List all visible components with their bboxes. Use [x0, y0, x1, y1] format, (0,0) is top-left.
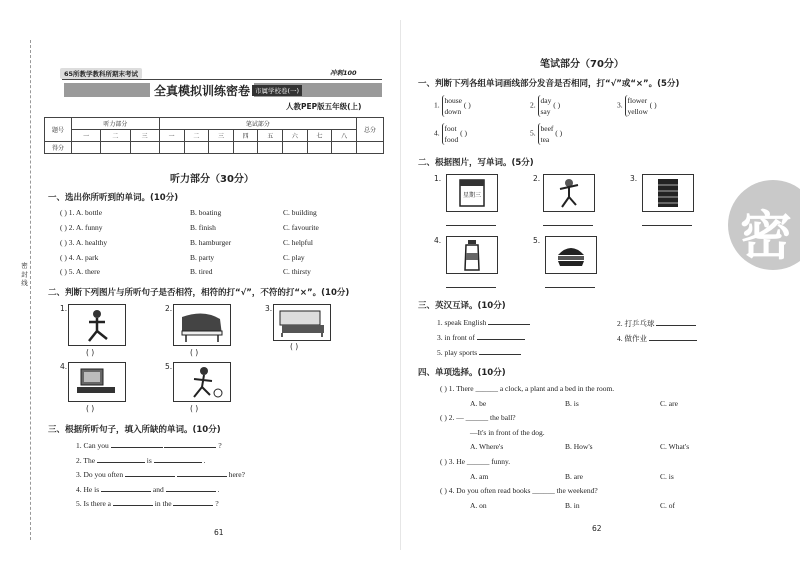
q1-row-5-b: B. tired — [190, 267, 213, 276]
mc-1-question[interactable]: ( ) 1. There ______ a clock, a plant and a bed in the room. — [440, 384, 615, 393]
q1-row-1-c: C. building — [283, 208, 317, 217]
score-cell[interactable] — [283, 142, 308, 154]
mc-2-a: A. Where's — [470, 442, 504, 451]
pair-words — [442, 95, 463, 117]
pair-3 — [617, 95, 657, 117]
q1-row-4-c: C. play — [283, 253, 305, 262]
q3-text: and — [152, 485, 164, 494]
q3-line-4 — [76, 485, 219, 494]
pair-num: 1. — [434, 100, 440, 110]
translate-5 — [437, 348, 521, 357]
pair-words — [538, 95, 552, 117]
score-col: 二 — [184, 130, 209, 142]
mc-3-c: C. is — [660, 472, 674, 481]
q1-row-3-b: B. hamburger — [190, 238, 232, 247]
score-col: 三 — [209, 130, 234, 142]
q2-paren-5[interactable]: ( ) — [190, 404, 199, 413]
score-table-title: 题号 — [45, 118, 72, 142]
q3-text: 5. Is there a — [76, 499, 111, 508]
q2-label-3: 3. — [265, 304, 273, 313]
q3-text: in the — [154, 499, 172, 508]
blank[interactable] — [101, 491, 151, 492]
q2-paren-3[interactable]: ( ) — [290, 342, 299, 351]
mc-2-question[interactable]: ( ) 2. — ______ the ball? — [440, 413, 516, 422]
q3-text: 4. He is — [76, 485, 100, 494]
q1-heading: 一、选出你所听到的单词。(10分) — [48, 193, 179, 203]
translate-text: 3. in front of — [437, 333, 475, 342]
pair-num: 4. — [434, 128, 440, 138]
score-cell[interactable] — [332, 142, 357, 154]
blank[interactable] — [111, 447, 163, 448]
q3-text: . — [217, 485, 220, 494]
title-badge: 市属学校卷(一) — [252, 85, 302, 96]
r-q4-heading: 四、单项选择。(10分) — [418, 368, 506, 378]
translate-text: 5. play sports — [437, 348, 478, 357]
edition-label: 人教PEP版五年级(上) — [286, 102, 362, 111]
word: beef — [540, 124, 554, 133]
blank[interactable] — [177, 476, 227, 477]
word: flower — [627, 96, 648, 105]
q1-row-2-b: B. finish — [190, 223, 216, 232]
header-rule — [62, 79, 382, 80]
mc-4-b: B. in — [565, 501, 580, 510]
score-col: 四 — [233, 130, 258, 142]
blank[interactable] — [164, 447, 216, 448]
score-col: 八 — [332, 130, 357, 142]
score-cell[interactable] — [72, 142, 101, 154]
seal-char: 密 — [740, 207, 793, 267]
translate-2 — [617, 318, 696, 329]
score-table-listening: 听力部分 — [72, 118, 160, 130]
pair-4 — [434, 123, 467, 145]
score-cell[interactable] — [307, 142, 332, 154]
r-q2-blank-1[interactable] — [446, 225, 496, 226]
pair-2 — [530, 95, 560, 117]
r-q2-blank-4[interactable] — [446, 287, 496, 288]
blank[interactable] — [477, 339, 525, 340]
score-cell[interactable] — [130, 142, 159, 154]
pic-calendar — [446, 174, 498, 212]
q2-label-1: 1. — [60, 304, 68, 313]
word: food — [444, 135, 459, 144]
calendar-text: 星期三 — [462, 192, 482, 199]
mc-2-b: B. How's — [565, 442, 593, 451]
word: yellow — [627, 107, 648, 116]
blank[interactable] — [173, 505, 213, 506]
q3-text: is — [146, 456, 152, 465]
page-fold — [400, 20, 401, 550]
pic-bookshelf — [642, 174, 694, 212]
brand-label: 冲刺100 — [330, 69, 357, 77]
pair-words — [442, 123, 459, 145]
score-table-total: 总分 — [357, 118, 384, 142]
listening-section-title: 听力部分（30分） — [170, 174, 254, 185]
r-q2-heading: 二、根据图片，写单词。(5分) — [418, 158, 534, 168]
mc-4-question[interactable]: ( ) 4. Do you often read books ______ the weekend? — [440, 486, 598, 495]
q3-text: 1. Can you — [76, 441, 109, 450]
r-q2-label-1: 1. — [434, 174, 442, 183]
score-col: 五 — [258, 130, 283, 142]
q3-text: here? — [228, 470, 245, 479]
word: house — [444, 96, 462, 105]
side-seal-label: 密 封 线 — [20, 262, 28, 286]
word: day — [540, 96, 552, 105]
q3-text: ? — [215, 499, 219, 508]
score-cell[interactable] — [101, 142, 130, 154]
score-row-label: 得分 — [45, 142, 72, 154]
mc-1-b: B. is — [565, 399, 579, 408]
score-col: 三 — [130, 130, 159, 142]
pair-num: 5. — [530, 128, 536, 138]
r-q2-blank-5[interactable] — [545, 287, 595, 288]
q3-line-2 — [76, 456, 205, 465]
q1-row-3-a[interactable]: ( ) 3. A. healthy — [60, 238, 108, 247]
q3-line-1 — [76, 441, 222, 450]
r-q2-label-5: 5. — [533, 236, 541, 245]
pic-bed — [273, 304, 331, 341]
answer-paren[interactable]: ( ) — [553, 100, 561, 110]
mc-2-c: C. What's — [660, 442, 690, 451]
page-number-left: 61 — [214, 528, 224, 537]
writing-section-title: 笔试部分（70分） — [540, 59, 624, 70]
q1-row-1-b: B. boating — [190, 208, 222, 217]
q3-text: 3. Do you often — [76, 470, 124, 479]
mc-1-c: C. are — [660, 399, 678, 408]
page-number-right: 62 — [592, 524, 602, 533]
q2-paren-2[interactable]: ( ) — [190, 348, 199, 357]
q3-line-3 — [76, 470, 245, 479]
q1-row-4-a[interactable]: ( ) 4. A. park — [60, 253, 99, 262]
q3-heading: 三、根据所听句子，填入所缺的单词。(10分) — [48, 425, 221, 435]
seal-stamp — [728, 180, 800, 270]
r-q2-blank-2[interactable] — [543, 225, 593, 226]
mc-4-c: C. of — [660, 501, 675, 510]
translate-1 — [437, 318, 530, 327]
pair-words — [625, 95, 648, 117]
answer-paren[interactable]: ( ) — [463, 100, 471, 110]
score-table — [44, 117, 384, 154]
mc-1-a: A. be — [470, 399, 487, 408]
pic-piano — [173, 304, 231, 346]
blank[interactable] — [113, 505, 153, 506]
answer-paren[interactable]: ( ) — [555, 128, 563, 138]
translate-4 — [617, 333, 697, 344]
blank[interactable] — [166, 491, 216, 492]
pic-kungfu-boy — [68, 304, 126, 346]
score-cell[interactable] — [159, 142, 184, 154]
score-col: 一 — [159, 130, 184, 142]
score-cell[interactable] — [357, 142, 384, 154]
blank[interactable] — [488, 324, 530, 325]
q2-heading: 二、判断下列图片与所听句子是否相符，相符的打“√”，不符的打“×”。(10分) — [48, 288, 350, 298]
answer-paren[interactable]: ( ) — [649, 100, 657, 110]
translate-3 — [437, 333, 525, 342]
blank[interactable] — [656, 325, 696, 326]
r-q3-heading: 三、英汉互译。(10分) — [418, 301, 506, 311]
q3-text: 2. The — [76, 456, 96, 465]
word: down — [444, 107, 462, 116]
q3-text: . — [203, 456, 206, 465]
pair-1 — [434, 95, 471, 117]
mc-3-a: A. am — [470, 472, 489, 481]
score-col: 二 — [101, 130, 130, 142]
score-col: 一 — [72, 130, 101, 142]
q2-label-5: 5. — [165, 362, 173, 371]
q1-row-5-a[interactable]: ( ) 5. A. there — [60, 267, 100, 276]
translate-text: 2. 打乒乓球 — [617, 319, 655, 328]
translate-text: 1. speak English — [437, 318, 487, 327]
q2-label-2: 2. — [165, 304, 173, 313]
banner-label: 65所教学教科所期末考试 — [60, 68, 142, 79]
blank[interactable] — [97, 462, 145, 463]
word: tea — [540, 135, 550, 144]
q3-line-5 — [76, 499, 219, 508]
q2-paren-4[interactable]: ( ) — [86, 404, 95, 413]
q2-label-4: 4. — [60, 362, 68, 371]
mc-3-question[interactable]: ( ) 3. He ______ funny. — [440, 457, 511, 466]
mc-4-a: A. on — [470, 501, 487, 510]
mc-3-b: B. are — [565, 472, 583, 481]
q1-row-1-a[interactable]: ( ) 1. A. bottle — [60, 208, 103, 217]
pic-computer — [68, 362, 126, 402]
r-q2-blank-3[interactable] — [642, 225, 692, 226]
binding-line — [30, 40, 31, 540]
pair-num: 2. — [530, 100, 536, 110]
score-cell[interactable] — [184, 142, 209, 154]
blank[interactable] — [125, 476, 175, 477]
r-q1-heading: 一、判断下列各组单词画线部分发音是否相同，打“√”或“×”。(5分) — [418, 79, 680, 89]
blank[interactable] — [154, 462, 202, 463]
word: foot — [444, 124, 457, 133]
pic-football — [173, 362, 231, 402]
pair-5 — [530, 123, 562, 145]
mc-2-response: —It's in front of the dog. — [470, 428, 545, 437]
score-col: 六 — [283, 130, 308, 142]
r-q2-label-2: 2. — [533, 174, 541, 183]
q1-row-4-b: B. party — [190, 253, 215, 262]
answer-paren[interactable]: ( ) — [460, 128, 467, 138]
pair-num: 3. — [617, 100, 623, 110]
score-table-writing: 笔试部分 — [159, 118, 356, 130]
q1-row-2-a[interactable]: ( ) 2. A. funny — [60, 223, 103, 232]
pic-hamburger — [545, 236, 597, 274]
q1-row-3-c: C. helpful — [283, 238, 313, 247]
word: say — [540, 107, 551, 116]
q1-row-2-c: C. favourite — [283, 223, 319, 232]
score-cell[interactable] — [209, 142, 234, 154]
score-cell[interactable] — [233, 142, 258, 154]
blank[interactable] — [649, 340, 697, 341]
q2-paren-1[interactable]: ( ) — [86, 348, 95, 357]
q1-row-5-c: C. thirsty — [283, 267, 311, 276]
score-cell[interactable] — [258, 142, 283, 154]
exam-title: 全真模拟训练密卷 — [150, 82, 254, 99]
pic-dancing-girl — [543, 174, 595, 212]
pic-water-bottle — [446, 236, 498, 274]
r-q2-label-3: 3. — [630, 174, 638, 183]
blank[interactable] — [479, 354, 521, 355]
score-col: 七 — [307, 130, 332, 142]
pair-words — [538, 123, 554, 145]
r-q2-label-4: 4. — [434, 236, 442, 245]
q3-text: ? — [218, 441, 222, 450]
translate-text: 4. 做作业 — [617, 334, 647, 343]
